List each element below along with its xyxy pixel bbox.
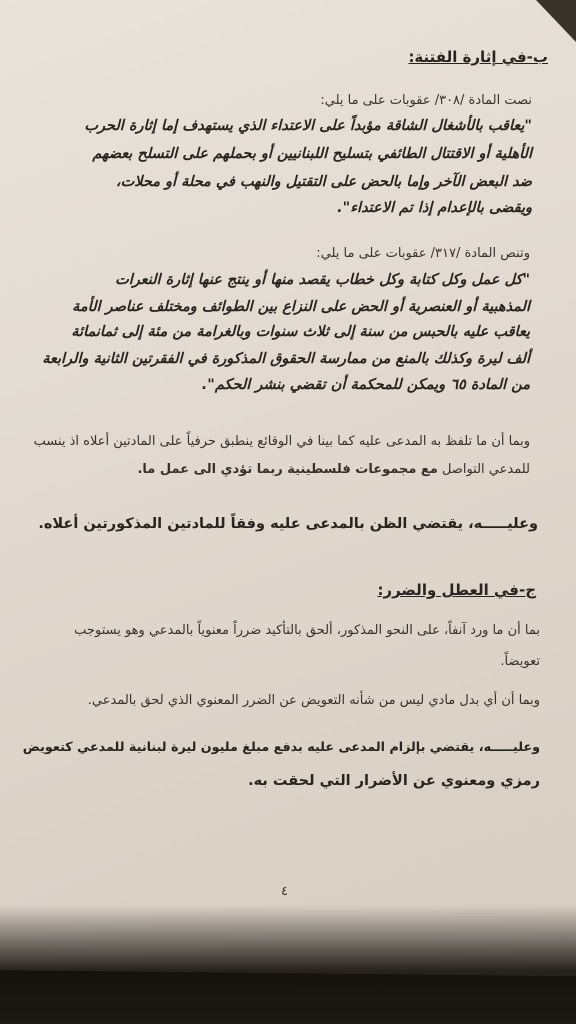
article-317-line-2: المذهبية أو العنصرية أو الحض على النزاع بين الطوائف ومختلف عناصر الأمة xyxy=(72,299,530,315)
article-317-line-5: من المادة ٦٥ ويمكن للمحكمة أن تقضي بنشر الحكم". xyxy=(201,377,530,393)
article-317-line-3: يعاقب عليه بالحبس من سنة إلى ثلاث سنوات وبالغرامة من مئة إلى ثمانمائة xyxy=(71,324,530,340)
section-b-heading: ب-في إثارة الفتنة: xyxy=(408,48,548,66)
article-308-intro: نصت المادة /٣٠٨/ عقوبات على ما يلي: xyxy=(320,93,532,108)
bottom-shadow xyxy=(0,905,576,1024)
section-c-heading: ج-في العطل والضرر: xyxy=(377,581,536,599)
section-b-paragraph-line-2 xyxy=(137,462,530,477)
section-c-paragraph-1-line-1: بما أن ما ورد آنفاً، على النحو المذكور، ألحق بالتأكيد ضرراً معنوياً بالمدعي وهو يستوجب xyxy=(74,623,540,638)
section-c-conclusion-line-1: وعليـــــه، يقتضي بإلزام المدعى عليه بدفع مبلغ مليون ليرة لبنانية للمدعي كتعويض xyxy=(22,740,540,755)
section-b-paragraph-plain: للمدعي التواصل xyxy=(437,462,530,477)
section-c-conclusion-line-2: رمزي ومعنوي عن الأضرار التي لحقت به. xyxy=(248,773,540,789)
section-b-paragraph-line-1: وبما أن ما تلفظ به المدعى عليه كما بينا في الوقائع ينطبق حرفياً على المادتين أعلاه اذ ينسب xyxy=(33,434,530,449)
page-number: ٤ xyxy=(281,884,288,899)
article-308-line-1: "يعاقب بالأشغال الشاقة مؤبداً على الاعتداء الذي يستهدف إما إثارة الحرب xyxy=(84,118,532,134)
section-b-paragraph-bold: مع مجموعات فلسطينية ربما تؤدي الى عمل ما. xyxy=(137,462,438,477)
article-308-line-4: ويقضى بالإعدام إذا تم الاعتداء". xyxy=(337,200,532,216)
article-317-line-4: ألف ليرة وكذلك بالمنع من ممارسة الحقوق المذكورة في الفقرتين الثانية والرابعة xyxy=(42,351,530,367)
article-308-line-2: الأهلية أو الاقتتال الطائفي بتسليح اللبنانيين أو بحملهم على التسلح بعضهم xyxy=(92,146,532,162)
section-b-conclusion: وعليـــــه، يقتضي الظن بالمدعى عليه وفقاً للمادتين المذكورتين أعلاه. xyxy=(38,516,538,532)
section-c-paragraph-2: وبما أن أي بدل مادي ليس من شأنه التعويض عن الضرر المعنوي الذي لحق بالمدعي. xyxy=(87,693,540,708)
article-308-line-3: ضد البعض الآخر وإما بالحض على التقتيل والنهب في محلة أو محلات، xyxy=(115,174,532,190)
article-317-line-1: "كل عمل وكل كتابة وكل خطاب يقصد منها أو ينتج عنها إثارة النعرات xyxy=(115,272,530,288)
section-c-paragraph-1-line-2: تعويضاً. xyxy=(500,654,540,669)
article-317-intro: وتنص المادة /٣١٧/ عقوبات على ما يلي: xyxy=(316,246,530,261)
